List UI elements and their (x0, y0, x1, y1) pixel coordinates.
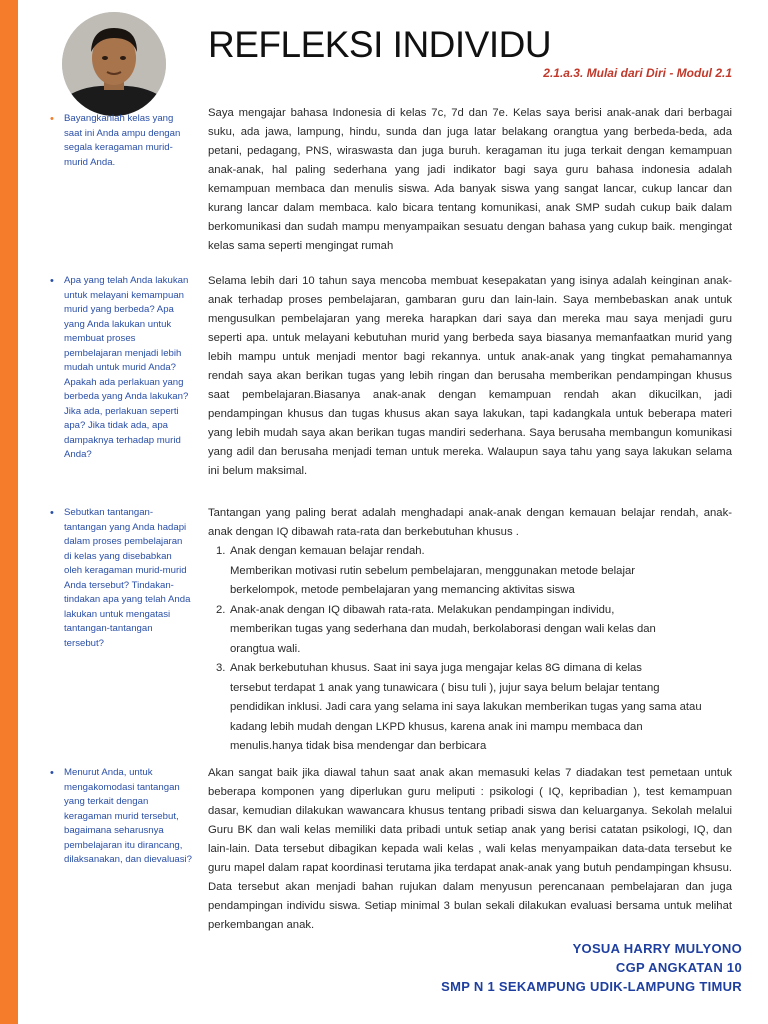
list-line: berkelompok, metode pembelajaran yang memancing aktivitas siswa (230, 584, 575, 596)
author-name: YOSUA HARRY MULYONO (572, 941, 742, 956)
list-line: tersebut terdapat 1 anak yang tunawicara ( bisu tuli ), jujur saya belum belajar tentang (230, 681, 660, 694)
list-number: 2. (216, 603, 226, 616)
bullet-icon: • (50, 113, 54, 125)
list-number: 3. (216, 662, 226, 674)
page-title: REFLEKSI INDIVIDU (208, 24, 552, 65)
author-school: SMP N 1 SEKAMPUNG UDIK-LAMPUNG TIMUR (441, 979, 742, 994)
left-accent-stripe (0, 0, 18, 1024)
bullet-icon: • (50, 767, 54, 779)
bullet-icon: • (50, 275, 54, 287)
list-item (208, 659, 732, 757)
list-line: Anak-anak dengan IQ dibawah rata-rata. Melakukan pendampingan individu, (230, 603, 615, 616)
list-line: kadang lebih mudah dengan LKPD khusus, karena anak ini mampu membaca dan (230, 720, 643, 733)
list-item (208, 601, 732, 660)
question-2 (50, 274, 192, 463)
answer-paragraph-2: Selama lebih dari 10 tahun saya mencoba membuat kesepakatan yang isinya adalah keinginan anak-anak terhadap proses pembelajaran, gambaran guru dan lain-lain. Saya membebaskan anak untuk mengusulkan pembelajaran yang mereka harapkan dari saya dan mereka mau saya menjadi guru seperti apa. untuk melayani kebutuhan murid yang berbeda saya biasanya memanfaatkan murid yang lebih mampu untuk menjadi mentor bagi rekannya. untuk anak-anak yang tingkat pemahamannya rendah saya akan berikan tugas yang lebih ringan dan berusaha memberikan pendampingan khusus saat pembelajaran.Biasanya anak-anak dengan kemampuan rendah akan dikucilkan, jadi pendampingan khusus dan tugas khusus akan saya lakukan, tapi kadangkala untuk beberapa materi yang lebih mudah saya akan berikan tugas mandiri sederhana. Saya berusaha membangun komunikasi yang adil dan berusaha menjadi teman untuk mereka. Walaupun saya tahu yang saya lakukan selama ini belum maksimal. (208, 275, 732, 477)
list-line: pendidikan inklusi. Jadi cara yang selama ini saya lakukan memberikan tugas yang sama atau (230, 701, 702, 713)
portrait-illustration (62, 12, 166, 116)
challenge-list (208, 542, 732, 757)
question-1 (50, 112, 192, 170)
list-line: Anak dengan kemauan belajar rendah. (230, 545, 425, 557)
list-line: Anak berkebutuhan khusus. Saat ini saya juga mengajar kelas 8G dimana di kelas (230, 662, 642, 674)
author-role: CGP ANGKATAN 10 (615, 960, 742, 975)
answer-paragraph-1: Saya mengajar bahasa Indonesia di kelas 7c, 7d dan 7e. Kelas saya berisi anak-anak dari berbagai suku, ada jawa, lampung, hindu, sunda dan juga latar belakang orangtua yang berbeda-beda, ada petani, pedagang, PNS, wiraswasta dan juga buruh. keragaman itu juga terkait dengan kemampuan anak-anak, hal paling sederhana yang jadi indikator bagi saya guru bahasa indonesia adalah kemampuan membaca dan menulis siswa. Ada banyak siswa yang sangat lancar, cukup lancar dan kurang lancar dalam membaca. kalo bicara tentang komunikasi, anak SMP sudah cukup baik dalam berkomunikasi dan sudah mampu menyampaikan sesuatu dengan bahasa yang cukup baik. mengingat kelas sama seperti mengingat rumah (208, 107, 732, 252)
question-text: Menurut Anda, untuk mengakomodasi tantangan yang terkait dengan keragaman murid tersebut, bagaimana seharusnya pembelajaran itu dirancang, dilaksanakan, dan dievaluasi? (64, 767, 193, 865)
list-line: memberikan tugas yang sederhana dan mudah, berkolaborasi dengan wali kelas dan (230, 623, 656, 635)
author-photo (62, 12, 166, 116)
list-number: 1. (216, 545, 226, 557)
list-line: menulis.hanya tidak bisa mendengar dan berbicara (230, 740, 487, 752)
answer-paragraph-3: Tantangan yang paling berat adalah menghadapi anak-anak dengan kemauan belajar rendah, anak-anak dengan IQ dibawah rata-rata dan berkebutuhan khusus . (208, 507, 732, 538)
question-3 (50, 506, 192, 651)
list-line: Memberikan motivasi rutin sebelum pembelajaran, menggunakan metode belajar (230, 564, 636, 577)
question-text: Apa yang telah Anda lakukan untuk melayani kemampuan murid yang berbeda? Apa yang Anda lakukan untuk membuat proses pembelajaran menjadi lebih mudah untuk murid Anda? Apakah ada perlakuan yang berbeda yang Anda lakukan? Jika ada, perlakuan seperti apa? Jika tidak ada, apa dampaknya terhadap murid Anda? (64, 275, 189, 460)
bullet-icon: • (50, 507, 54, 519)
question-4 (50, 766, 192, 868)
list-item (208, 542, 732, 601)
list-line: orangtua wali. (230, 642, 301, 655)
question-text: Sebutkan tantangan-tantangan yang Anda hadapi dalam proses pembelajaran di kelas yang disebabkan oleh keragaman murid-murid Anda tersebut? Tindakan-tindakan apa yang telah Anda lakukan untuk mengatasi tantangan-tantangan tersebut? (64, 507, 191, 649)
answer-paragraph-4: Akan sangat baik jika diawal tahun saat anak akan memasuki kelas 7 diadakan test pemetaan untuk beberapa komponen yang diperlukan guru meliputi : psikologi ( IQ, kepribadian ), test kemampuan dasar, kemudian dilakukan wawancara khusus tentang pribadi siswa dan keluarganya. Sekolah melalui Guru BK dan wali kelas memiliki data pribadi untuk setiap anak yang berisi catatan psikologi, IQ, dan lain-lain. Data tersebut dibagikan kepada wali kelas , wali kelas menyampaikan data-data tersebut ke guru mapel dalam rapat koordinasi terutama jika terdapat anak-anak yang butuh pendampingan khsusu. Data tersebut akan menjadi bahan rujukan dalam menyusun perencanaan pembelajaran dan juga pendampingan individu siswa. Setiap minimal 3 bulan sekali dilakukan evaluasi bersama untuk melihat perkembangan anak. (208, 767, 732, 931)
question-text: Bayangkanlah kelas yang saat ini Anda ampu dengan segala keragaman murid-murid Anda. (64, 113, 181, 168)
module-subtitle: 2.1.a.3. Mulai dari Diri - Modul 2.1 (543, 66, 732, 80)
